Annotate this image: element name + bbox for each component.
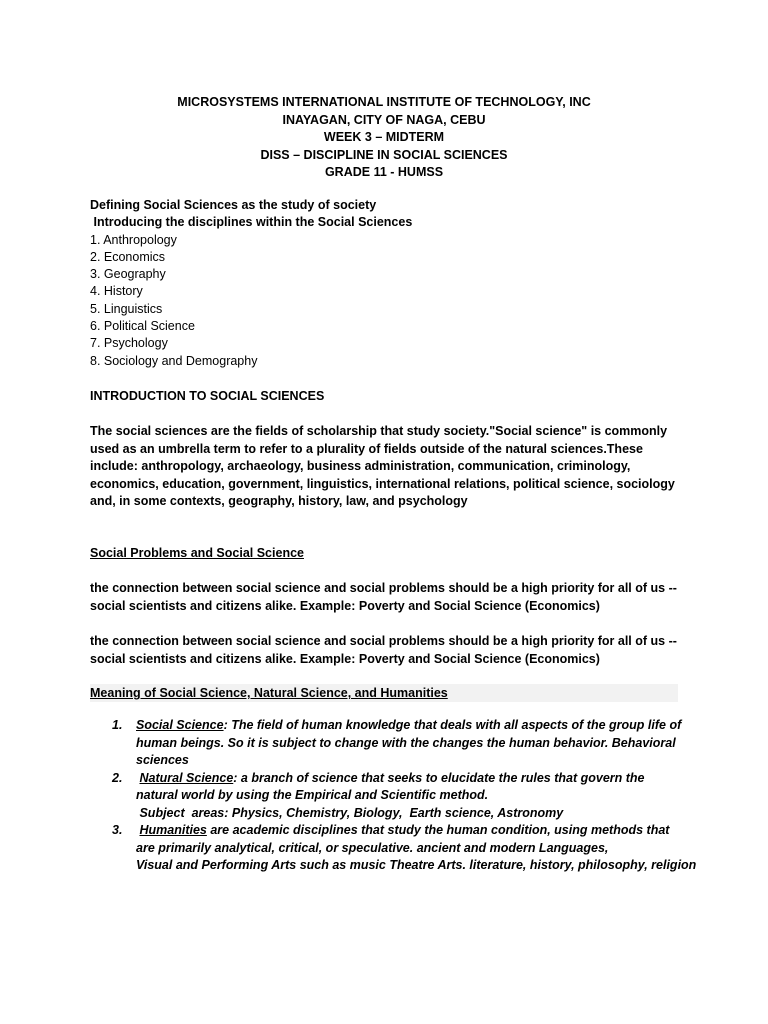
discipline-item: 2. Economics — [90, 249, 166, 264]
meaning-list — [112, 717, 697, 875]
week-label: WEEK 3 – MIDTERM — [323, 130, 445, 144]
problems-paragraph-1: the connection between social science and social problems should be a high priority for all of us -- social scientists and citizens alike. Example: Poverty and Social Science (Economics) — [90, 581, 677, 613]
introduction-paragraph: The social sciences are the fields of scholarship that study society."Social science" is commonly used as an umbrella term to refer to a plurality of fields outside of the natural sciences.These include: anthropology, archaeology, business administration, communication, criminology, economics, education, government, linguistics, international relations, political science, sociology and, in some contexts, geography, history, law, and psychology — [90, 424, 675, 509]
problems-paragraph-2: the connection between social science and social problems should be a high priority for all of us -- social scientists and citizens alike. Example: Poverty and Social Science (Economics) — [90, 634, 677, 666]
meaning-item-social-science — [112, 717, 682, 770]
discipline-item: 3. Geography — [90, 267, 166, 282]
introduction-title: INTRODUCTION TO SOCIAL SCIENCES — [90, 389, 325, 403]
meaning-item-humanities — [112, 822, 697, 875]
document-header — [0, 94, 768, 182]
meaning-title-text: Meaning of Social Science, Natural Science, and Humanities — [90, 686, 448, 700]
humanities-extra-line: Visual and Performing Arts such as music Theatre Arts. literature, history, philosophy, religion — [136, 858, 697, 872]
subject-title: DISS – DISCIPLINE IN SOCIAL SCIENCES — [260, 147, 508, 162]
term-natural-science: Natural Science — [139, 770, 234, 785]
item-number: 1. — [112, 718, 123, 732]
discipline-item: 6. Political Science — [90, 319, 195, 334]
institution-address: INAYAGAN, CITY OF NAGA, CEBU — [282, 112, 486, 127]
item-number: 3. — [112, 823, 123, 837]
discipline-item: 5. Linguistics — [90, 301, 163, 316]
term-humanities: Humanities — [139, 823, 207, 837]
intro-section — [90, 197, 412, 370]
definition-text: : a branch of science that seeks to elucidate the rules that govern the natural world by using the Empirical and Scientific method. — [136, 770, 645, 802]
definition-text: are academic disciplines that study the human condition, using methods that are primarily analytical, critical, or speculative. ancient and modern Languages, — [136, 823, 670, 855]
discipline-item: 4. History — [90, 284, 143, 299]
discipline-item: 8. Sociology and Demography — [90, 353, 258, 368]
definition-text: : The field of human knowledge that deals with all aspects of the group life of human beings. So it is subject to change with the changes the human behavior. Behavioral sciences — [136, 718, 682, 767]
meaning-section-title — [90, 684, 678, 702]
grade-label: GRADE 11 - HUMSS — [324, 165, 444, 179]
defining-heading: Defining Social Sciences as the study of society — [90, 198, 377, 212]
item-number: 2. — [112, 770, 123, 785]
institution-name: MICROSYSTEMS INTERNATIONAL INSTITUTE OF TECHNOLOGY, INC — [177, 95, 591, 109]
disciplines-list — [90, 232, 412, 370]
problems-title: Social Problems and Social Science — [90, 546, 304, 560]
discipline-item: 7. Psychology — [90, 336, 168, 351]
meaning-item-natural-science — [112, 770, 682, 823]
subject-areas-line: Subject areas: Physics, Chemistry, Biology, Earth science, Astronomy — [136, 805, 564, 820]
term-social-science: Social Science — [136, 718, 224, 732]
introducing-heading: Introducing the disciplines within the Social Sciences — [90, 215, 413, 230]
discipline-item: 1. Anthropology — [90, 232, 177, 247]
